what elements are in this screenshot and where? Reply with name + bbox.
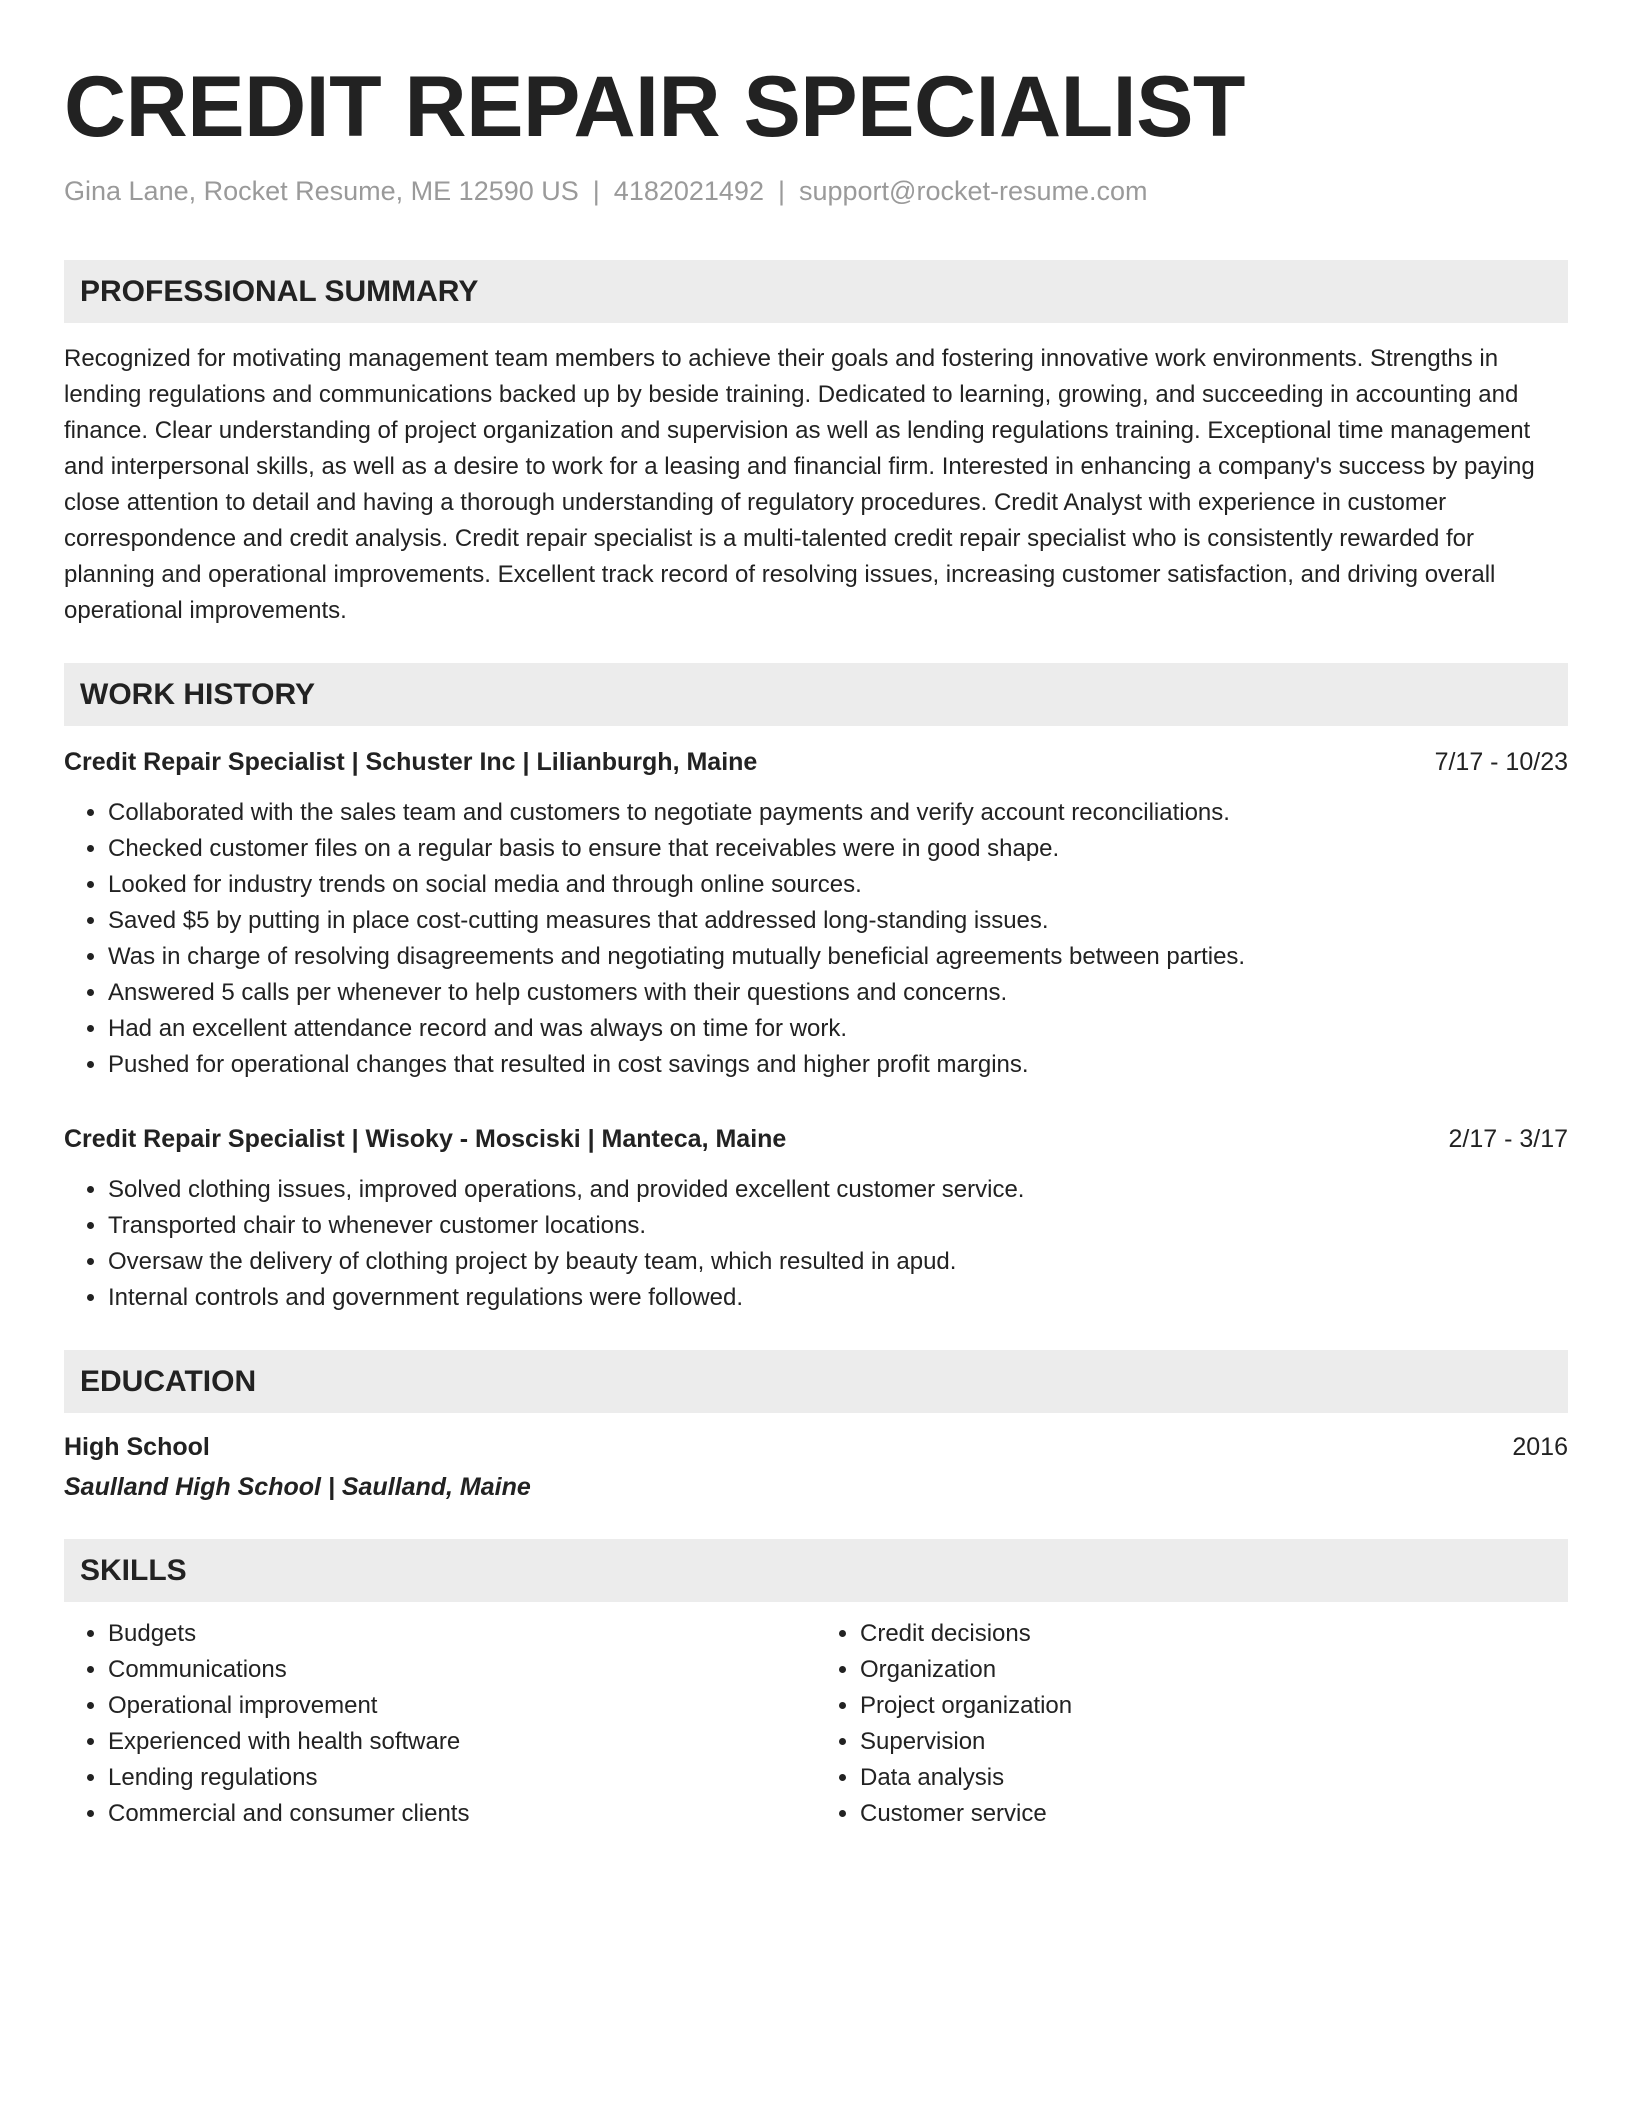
skill-item: • Budgets bbox=[108, 1616, 816, 1652]
job-entry bbox=[64, 744, 1568, 1083]
contact-email[interactable]: support@rocket-resume.com bbox=[798, 176, 1148, 206]
job-title: Credit Repair Specialist | Schuster Inc | Lilianburgh, Maine bbox=[64, 748, 758, 776]
skills-list-right bbox=[816, 1616, 1568, 1832]
skill-item: • Supervision bbox=[860, 1724, 1568, 1760]
job-bullets bbox=[64, 1172, 1568, 1316]
job-header bbox=[64, 744, 1568, 780]
section-heading-summary: PROFESSIONAL SUMMARY bbox=[64, 260, 1568, 323]
education-header bbox=[64, 1429, 1568, 1465]
skill-item: • Project organization bbox=[860, 1688, 1568, 1724]
contact-phone: 4182021492 bbox=[613, 176, 764, 206]
skills-columns bbox=[64, 1616, 1568, 1832]
job-bullet: • Internal controls and government regulations were followed. bbox=[108, 1280, 1568, 1316]
job-bullet: • Had an excellent attendance record and was always on time for work. bbox=[108, 1011, 1568, 1047]
job-bullet: • Solved clothing issues, improved operations, and provided excellent customer service. bbox=[108, 1172, 1568, 1208]
job-title: Credit Repair Specialist | Wisoky - Mosciski | Manteca, Maine bbox=[64, 1125, 787, 1153]
job-bullet: • Pushed for operational changes that resulted in cost savings and higher profit margins. bbox=[108, 1047, 1568, 1083]
skill-item: • Experienced with health software bbox=[108, 1724, 816, 1760]
contact-separator: | bbox=[777, 176, 785, 206]
section-heading-work-history: WORK HISTORY bbox=[64, 663, 1568, 726]
skill-item: • Lending regulations bbox=[108, 1760, 816, 1796]
job-bullet: • Answered 5 calls per whenever to help customers with their questions and concerns. bbox=[108, 975, 1568, 1011]
skill-item: • Credit decisions bbox=[860, 1616, 1568, 1652]
job-bullet: • Checked customer files on a regular basis to ensure that receivables were in good shape. bbox=[108, 831, 1568, 867]
resume-title: CREDIT REPAIR SPECIALIST bbox=[64, 59, 1245, 155]
job-bullet: • Was in charge of resolving disagreements and negotiating mutually beneficial agreements between parties. bbox=[108, 939, 1568, 975]
contact-address: Gina Lane, Rocket Resume, ME 12590 US bbox=[64, 176, 579, 206]
job-bullet: • Oversaw the delivery of clothing project by beauty team, which resulted in apud. bbox=[108, 1244, 1568, 1280]
skills-list-left bbox=[64, 1616, 816, 1832]
education-school: Saulland High School | Saulland, Maine bbox=[64, 1473, 531, 1501]
job-header bbox=[64, 1121, 1568, 1157]
skill-item: • Commercial and consumer clients bbox=[108, 1796, 816, 1832]
skill-item: • Customer service bbox=[860, 1796, 1568, 1832]
education-year: 2016 bbox=[1512, 1433, 1568, 1461]
summary-text: Recognized for motivating management team members to achieve their goals and fostering innovative work environments. Strengths in lending regulations and communications backed up by beside training. Dedicated to learning, growing, and succeeding in accounting and finance. Clear understanding of project organization and supervision as well as lending regulations training. Exceptional time management and interpersonal skills, as well as a desire to work for a leasing and financial firm. Interested in enhancing a company's success by paying close attention to detail and having a thorough understanding of regulatory procedures. Credit Analyst with experience in customer correspondence and credit analysis. Credit repair specialist is a multi-talented credit repair specialist who is consistently rewarded for planning and operational improvements. Excellent track record of resolving issues, increasing customer satisfaction, and driving overall operational improvements. bbox=[64, 345, 1535, 624]
job-entry bbox=[64, 1121, 1568, 1316]
job-bullet: • Saved $5 by putting in place cost-cutting measures that addressed long-standing issues. bbox=[108, 903, 1568, 939]
contact-separator: | bbox=[592, 176, 600, 206]
skill-item: • Operational improvement bbox=[108, 1688, 816, 1724]
education-degree: High School bbox=[64, 1433, 210, 1461]
job-bullets bbox=[64, 795, 1568, 1083]
skill-item: • Organization bbox=[860, 1652, 1568, 1688]
skill-item: • Communications bbox=[108, 1652, 816, 1688]
job-dates: 2/17 - 3/17 bbox=[1448, 1125, 1568, 1153]
contact-line bbox=[64, 174, 1568, 208]
section-heading-education: EDUCATION bbox=[64, 1350, 1568, 1413]
section-heading-skills: SKILLS bbox=[64, 1539, 1568, 1602]
job-bullet: • Looked for industry trends on social media and through online sources. bbox=[108, 867, 1568, 903]
job-bullet: • Transported chair to whenever customer locations. bbox=[108, 1208, 1568, 1244]
job-bullet: • Collaborated with the sales team and customers to negotiate payments and verify account reconciliations. bbox=[108, 795, 1568, 831]
skill-item: • Data analysis bbox=[860, 1760, 1568, 1796]
job-dates: 7/17 - 10/23 bbox=[1434, 748, 1568, 776]
